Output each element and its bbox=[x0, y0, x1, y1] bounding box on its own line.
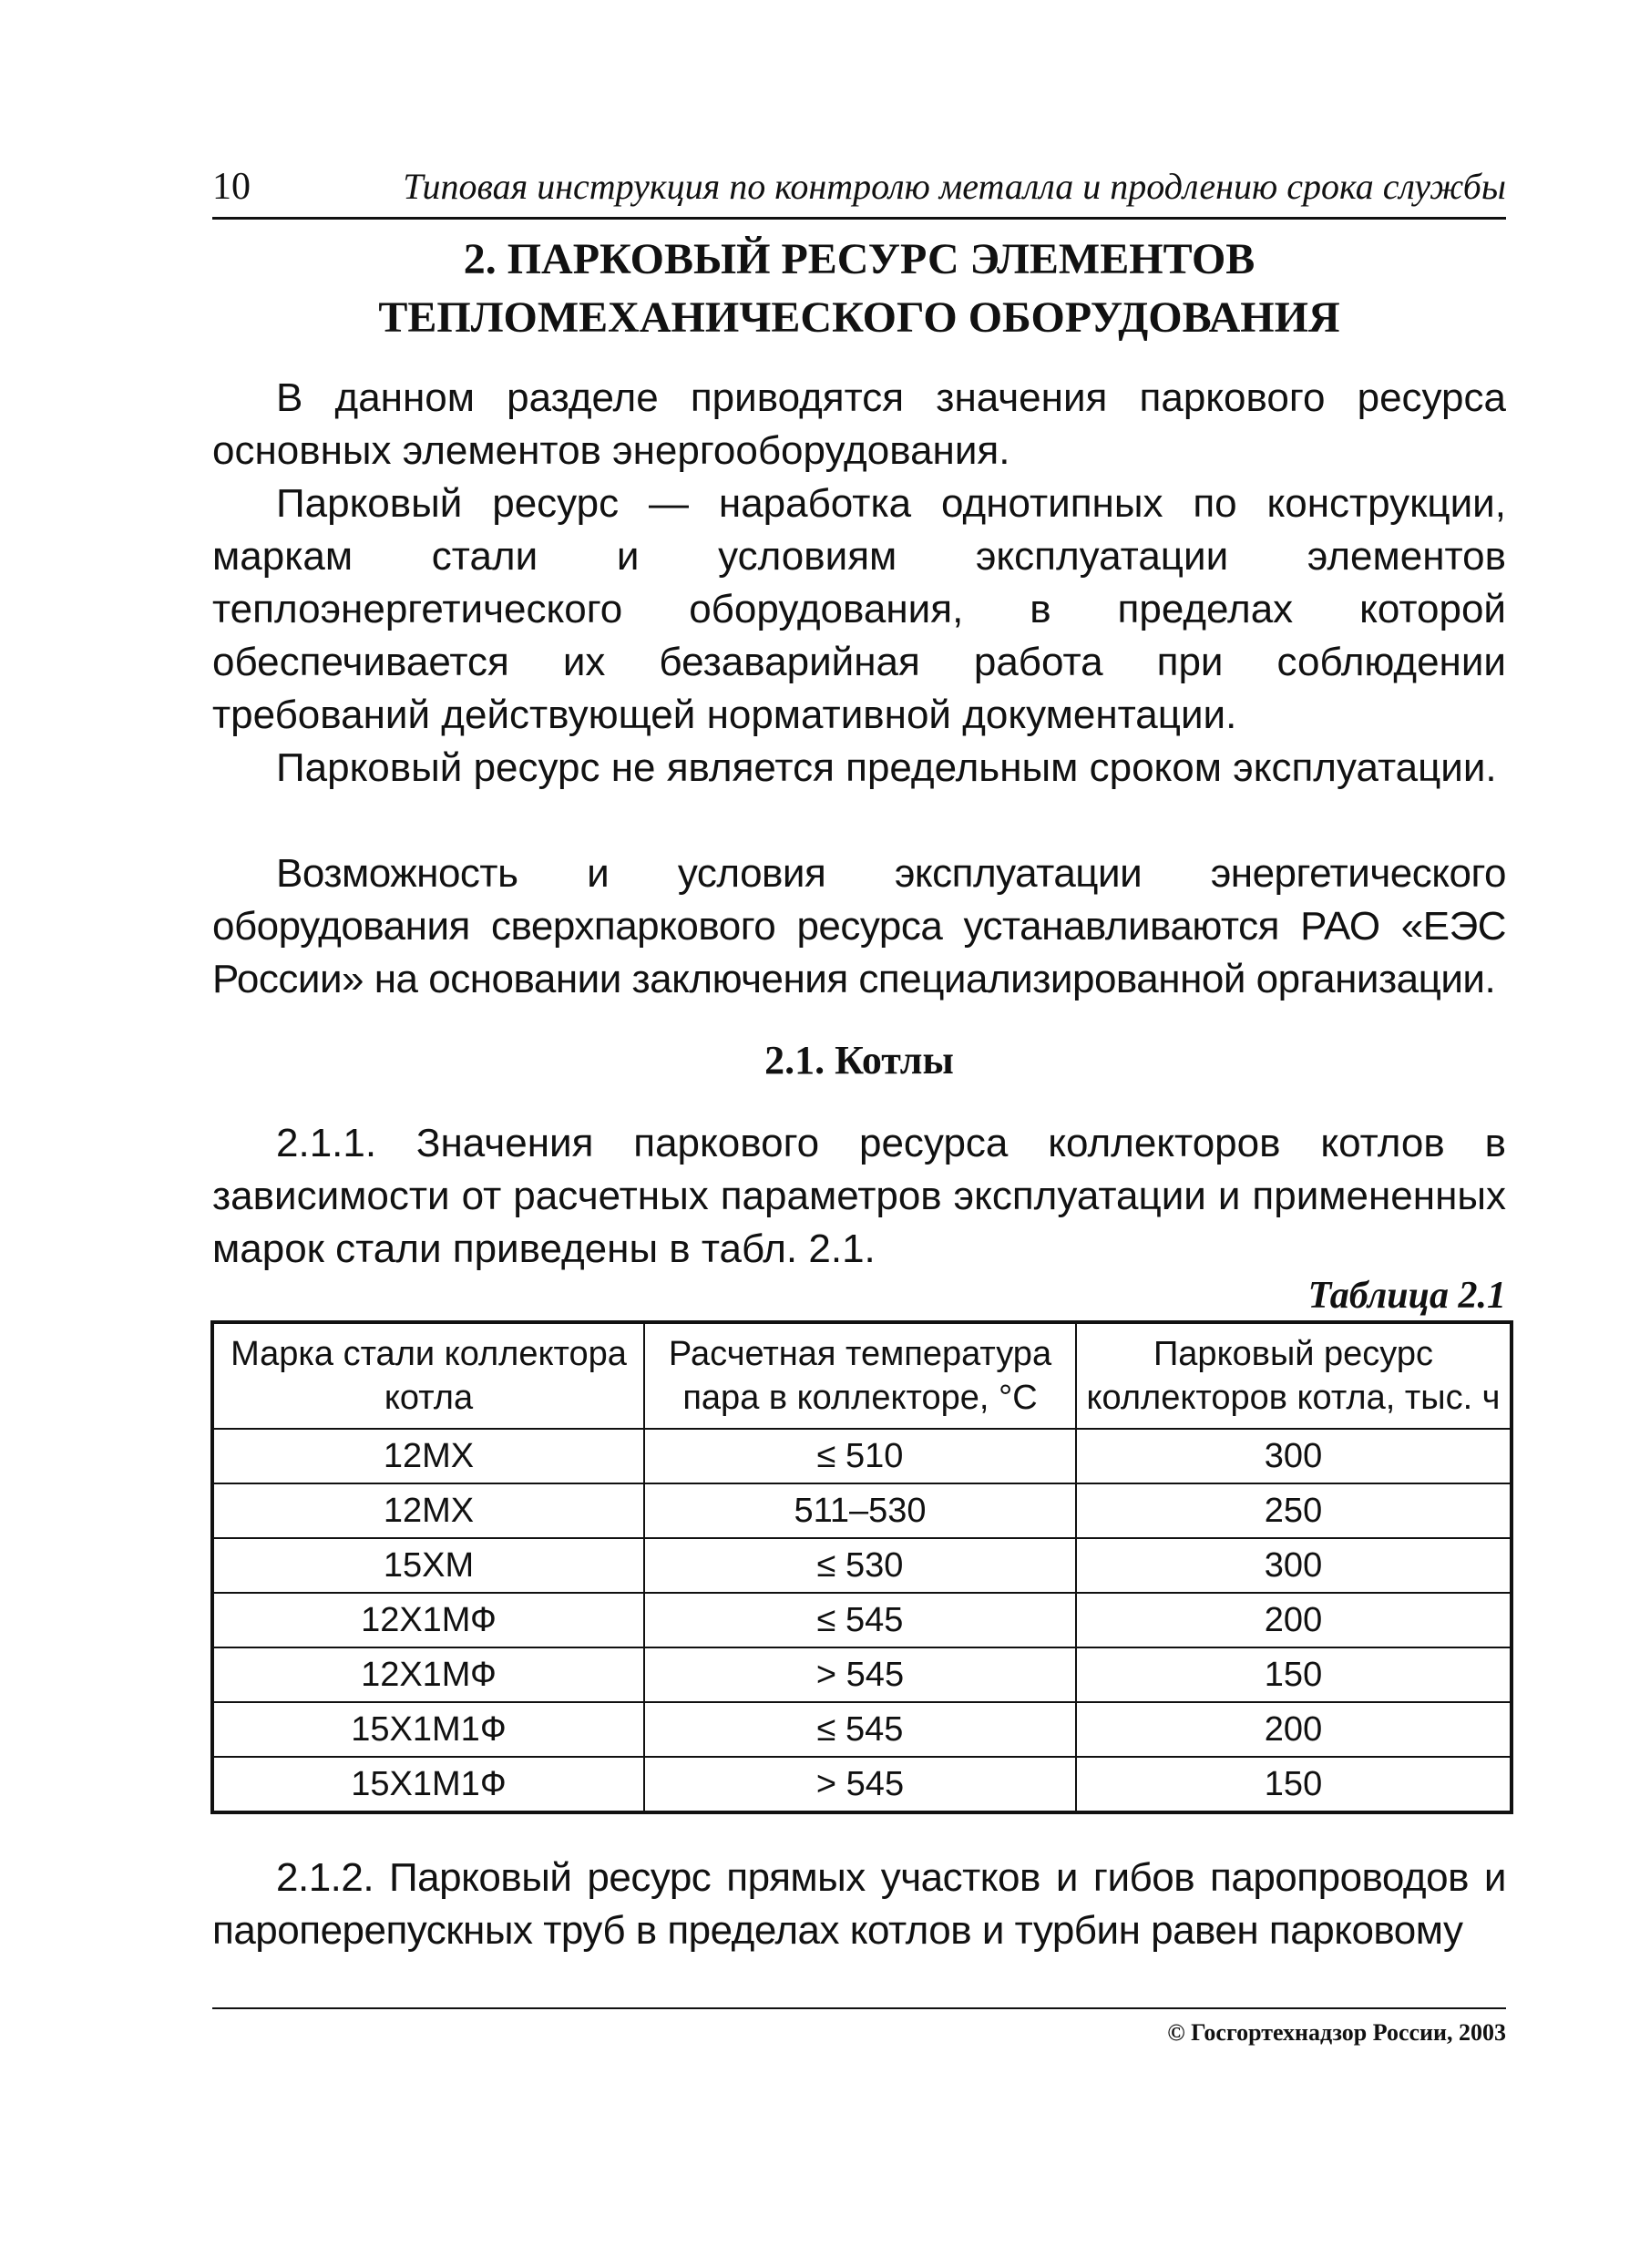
cell-resource: 200 bbox=[1076, 1593, 1512, 1647]
cell-temperature: > 545 bbox=[644, 1757, 1076, 1812]
resource-table bbox=[210, 1320, 1513, 1814]
table-row bbox=[212, 1538, 1512, 1593]
header-steel-grade: Марка стали коллектора котла bbox=[212, 1322, 644, 1429]
paragraph-definition: Парковый ресурс — наработка однотипных по конструкции, маркам стали и условиям эксплуатации элементов теплоэнергетического оборудования, в пределах которой обеспечивается их безаварийная работа при соблюдении требований действующей нормативной документации. bbox=[212, 481, 1506, 737]
table-caption: Таблица 2.1 bbox=[1307, 1275, 1506, 1317]
subsection-title: 2.1. Котлы bbox=[764, 1038, 954, 1083]
paragraph-intro: В данном разделе приводятся значения паркового ресурса основных элементов энергооборудования. bbox=[212, 375, 1506, 473]
running-title: Типовая инструкция по контролю металла и продлению срока службы bbox=[403, 166, 1506, 207]
cell-steel-grade: 15Х1М1Ф bbox=[212, 1702, 644, 1757]
section-title-line-2: ТЕПЛОМЕХАНИЧЕСКОГО ОБОРУДОВАНИЯ bbox=[378, 293, 1340, 342]
table-row bbox=[212, 1593, 1512, 1647]
cell-steel-grade: 15Х1М1Ф bbox=[212, 1757, 644, 1812]
table-row bbox=[212, 1647, 1512, 1702]
paragraph-2-1-2: 2.1.2. Парковый ресурс прямых участков и гибов паропроводов и пароперепускных труб в пределах котлов и турбин равен парковому bbox=[212, 1855, 1506, 1953]
paragraph-2-1-1: 2.1.1. Значения паркового ресурса коллекторов котлов в зависимости от расчетных параметров эксплуатации и примененных марок стали приведены в табл. 2.1. bbox=[212, 1121, 1506, 1271]
cell-temperature: ≤ 530 bbox=[644, 1538, 1076, 1593]
section-title bbox=[212, 231, 1506, 347]
table-row bbox=[212, 1483, 1512, 1538]
cell-temperature: > 545 bbox=[644, 1647, 1076, 1702]
cell-steel-grade: 15ХМ bbox=[212, 1538, 644, 1593]
footer-rule bbox=[212, 2007, 1506, 2009]
table-row bbox=[212, 1429, 1512, 1483]
cell-resource: 150 bbox=[1076, 1647, 1512, 1702]
cell-steel-grade: 12МХ bbox=[212, 1429, 644, 1483]
resource-table-wrapper bbox=[210, 1320, 1510, 1814]
page-number: 10 bbox=[212, 166, 251, 208]
paragraph-extension: Возможность и условия эксплуатации энергетического оборудования сверхпаркового ресурса устанавливаются РАО «ЕЭС России» на основании заключения специализированной организации. bbox=[212, 851, 1506, 1001]
page-header bbox=[212, 164, 1506, 219]
cell-steel-grade: 12МХ bbox=[212, 1483, 644, 1538]
cell-steel-grade: 12Х1МФ bbox=[212, 1647, 644, 1702]
cell-resource: 300 bbox=[1076, 1429, 1512, 1483]
cell-temperature: ≤ 510 bbox=[644, 1429, 1076, 1483]
section-title-line-1: 2. ПАРКОВЫЙ РЕСУРС ЭЛЕМЕНТОВ bbox=[463, 235, 1255, 283]
table-header-row bbox=[212, 1322, 1512, 1429]
cell-temperature: 511–530 bbox=[644, 1483, 1076, 1538]
table-row bbox=[212, 1757, 1512, 1812]
cell-resource: 150 bbox=[1076, 1757, 1512, 1812]
cell-temperature: ≤ 545 bbox=[644, 1593, 1076, 1647]
header-park-resource: Парковый ресурс коллекторов котла, тыс. ч bbox=[1076, 1322, 1512, 1429]
paragraph-not-limit: Парковый ресурс не является предельным сроком эксплуатации. bbox=[276, 745, 1497, 790]
cell-resource: 200 bbox=[1076, 1702, 1512, 1757]
cell-temperature: ≤ 545 bbox=[644, 1702, 1076, 1757]
cell-resource: 250 bbox=[1076, 1483, 1512, 1538]
header-rule bbox=[212, 217, 1506, 220]
cell-resource: 300 bbox=[1076, 1538, 1512, 1593]
table-row bbox=[212, 1702, 1512, 1757]
cell-steel-grade: 12Х1МФ bbox=[212, 1593, 644, 1647]
header-temperature: Расчетная температура пара в коллекторе, °С bbox=[644, 1322, 1076, 1429]
footer-copyright: © Госгортехнадзор России, 2003 bbox=[1167, 2019, 1506, 2046]
